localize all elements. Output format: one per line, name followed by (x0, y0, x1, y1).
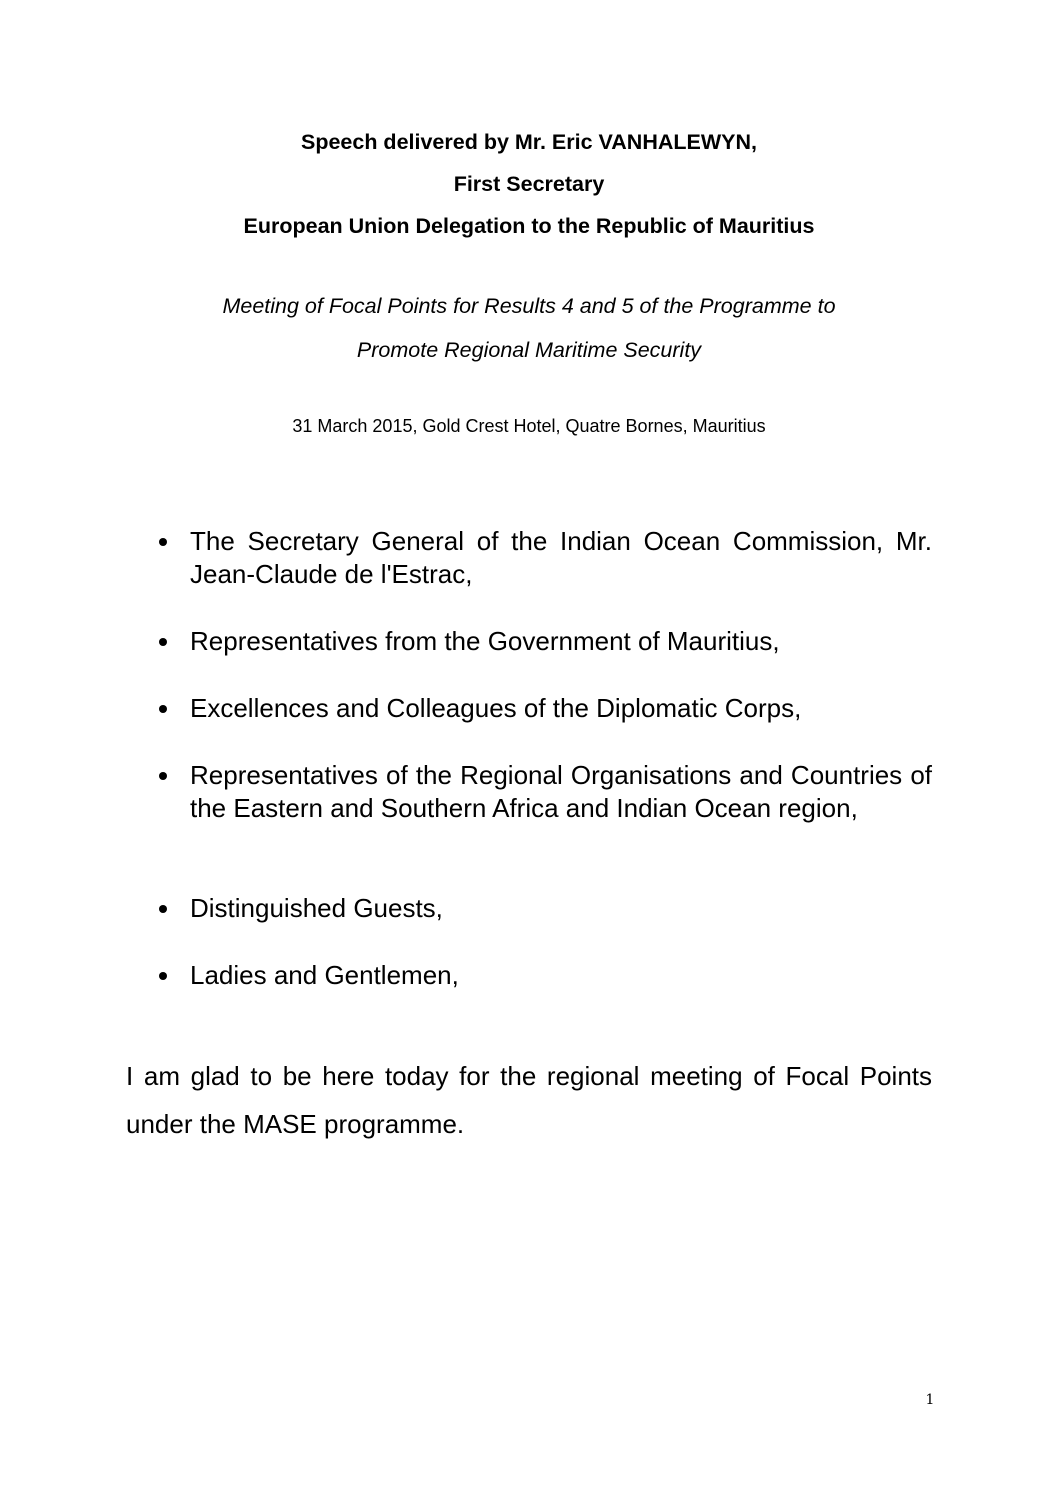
salutation-item (190, 959, 932, 992)
salutation-item (190, 525, 932, 591)
salutation-text: Distinguished Guests, (190, 893, 443, 923)
speaker-organisation: European Union Delegation to the Republic of Mauritius (243, 214, 815, 238)
salutation-item (190, 759, 932, 825)
salutation-text: Excellences and Colleagues of the Diplomatic Corps, (190, 693, 802, 723)
bullet-icon (159, 638, 167, 646)
salutation-text: Ladies and Gentlemen, (190, 960, 459, 990)
salutation-text: Representatives from the Government of Mauritius, (190, 626, 780, 656)
salutation-text: The Secretary General of the Indian Ocean Commission, Mr. Jean-Claude de l'Estrac, (190, 526, 932, 589)
opening-paragraph: I am glad to be here today for the regional meeting of Focal Points under the MASE programme. (126, 1061, 932, 1139)
salutation-item (190, 692, 932, 725)
meeting-title-line-1: Meeting of Focal Points for Results 4 and 5 of the Programme to (222, 294, 836, 318)
event-date-location: 31 March 2015, Gold Crest Hotel, Quatre Bornes, Mauritius (292, 416, 766, 436)
page-number: 1 (925, 1392, 935, 1408)
bullet-icon (159, 705, 167, 713)
bullet-icon (159, 972, 167, 980)
bullet-icon (159, 772, 167, 780)
salutation-item (190, 625, 932, 658)
meeting-title-line-2: Promote Regional Maritime Security (356, 338, 702, 362)
speaker-position: First Secretary (453, 172, 605, 196)
salutation-text: Representatives of the Regional Organisations and Countries of the Eastern and Southern Africa and Indian Ocean region, (190, 760, 932, 823)
bullet-icon (159, 538, 167, 546)
bullet-icon (159, 905, 167, 913)
salutation-item (190, 892, 932, 925)
speech-title: Speech delivered by Mr. Eric VANHALEWYN, (300, 130, 757, 154)
